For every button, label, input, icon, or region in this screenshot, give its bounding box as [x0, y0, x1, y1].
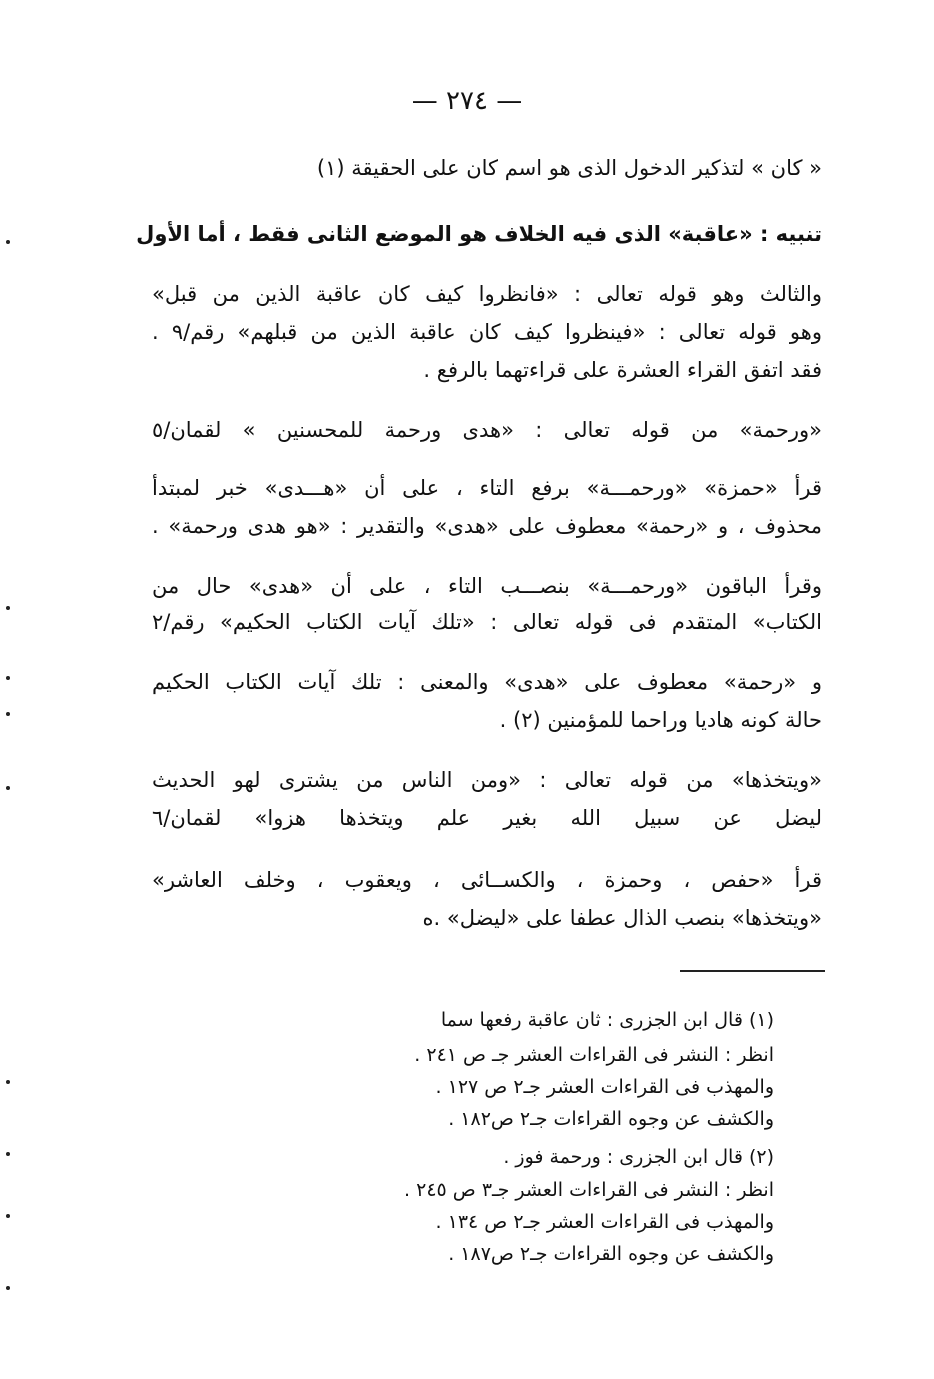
footnote-line-5: (٢) قال ابن الجزرى : ورحمة فوز .	[503, 1146, 774, 1168]
scan-speck	[6, 712, 10, 716]
footnote-line-6: انظر : النشر فى القراءات العشر جـ٣ ص ٢٤٥ .	[404, 1179, 774, 1201]
text-line-8: محذوف ، و «رحمة» معطوف على «هدى» والتقدير : «هو هدى ورحمة» .	[152, 514, 822, 538]
scan-speck	[6, 240, 10, 244]
scan-speck	[6, 1080, 10, 1084]
page-number: — ٢٧٤ —	[411, 86, 523, 116]
scan-speck	[6, 1152, 10, 1156]
text-line-11: و «رحمة» معطوف على «هدى» والمعنى : تلك آيات الكتاب الحكيم	[152, 670, 822, 694]
text-line-16: «ويتخذها» بنصب الذال عطفا على «ليضل» .ه	[422, 906, 822, 930]
footnote-line-2: انظر : النشر فى القراءات العشر جـ ص ٢٤١ .	[414, 1044, 774, 1066]
scan-speck	[6, 786, 10, 790]
scan-speck	[6, 606, 10, 610]
footnote-line-3: والمهذب فى القراءات العشر جـ٢ ص ١٢٧ .	[435, 1076, 774, 1098]
footnote-line-1: (١) قال ابن الجزرى : ثان عاقبة رفعها سما	[440, 1009, 774, 1031]
footnote-line-8: والكشف عن وجوه القراءات جـ٢ ص١٨٧ .	[448, 1243, 774, 1265]
text-line-14: ليضل عن سبيل الله بغير علم ويتخذها هزوا» لقمان/٦	[152, 806, 822, 830]
footnote-line-7: والمهذب فى القراءات العشر جـ٢ ص ١٣٤ .	[435, 1211, 774, 1233]
text-line-13: «ويتخذها» من قوله تعالى : «ومن الناس من يشترى لهو الحديث	[152, 768, 822, 792]
scan-speck	[6, 1286, 10, 1290]
text-line-2: تنبيه : «عاقبة» الذى فيه الخلاف هو الموضع الثانى فقط ، أما الأول	[136, 222, 822, 246]
scan-speck	[6, 676, 10, 680]
text-line-7: قرأ «حمزة» «ورحمـــة» برفع التاء ، على أن «هـــدى» خبر لمبتدأ	[152, 476, 822, 500]
scan-speck	[6, 1214, 10, 1218]
text-line-3: والثالث وهو قوله تعالى : «فانظروا كيف كان عاقبة الذين من قبل»	[152, 282, 822, 306]
text-line-9: وقرأ الباقون «ورحمـــة» بنصـــب التاء ، على أن «هدى» حال من	[152, 574, 822, 598]
text-line-10: الكتاب» المتقدم فى قوله تعالى : «تلك آيات الكتاب الحكيم» رقم/٢	[152, 610, 822, 634]
footnote-line-4: والكشف عن وجوه القراءات جـ٢ ص١٨٢ .	[448, 1108, 774, 1130]
text-line-4: وهو قوله تعالى : «فينظروا كيف كان عاقبة الذين من قبلهم» رقم/٩ .	[152, 320, 822, 344]
text-line-15: قرأ «حفص ، وحمزة ، والكســائى ، ويعقوب ، وخلف العاشر»	[152, 868, 822, 892]
text-line-12: حالة كونه هاديا وراحما للمؤمنين (٢) .	[499, 708, 822, 732]
text-line-5: فقد اتفق القراء العشرة على قراءتهما بالرفع .	[423, 358, 822, 382]
text-line-1: « كان » لتذكير الدخول الذى هو اسم كان على الحقيقة (١)	[316, 156, 822, 180]
text-line-6: «ورحمة» من قوله تعالى : «هدى ورحمة للمحسنين » لقمان/٥	[152, 418, 822, 442]
footnote-divider	[680, 970, 825, 972]
